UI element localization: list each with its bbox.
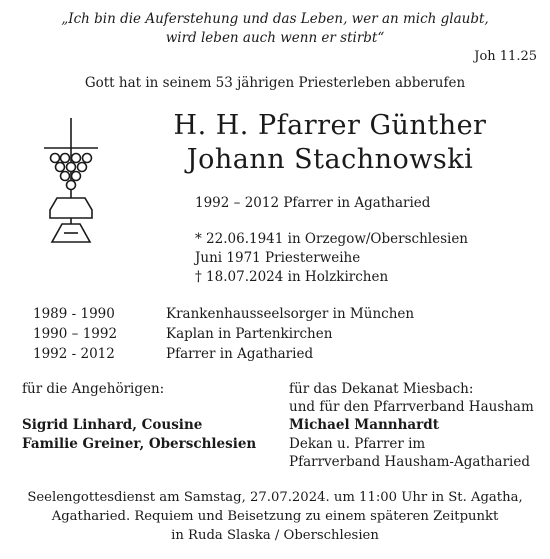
priest-cross-chalice-icon bbox=[40, 118, 102, 248]
service-line-1: Seelengottesdienst am Samstag, 27.07.2024. um 11:00 Uhr in St. Agatha, bbox=[27, 490, 523, 505]
career-years: 1990 – 1992 bbox=[33, 326, 118, 342]
career-years: 1992 - 2012 bbox=[33, 346, 115, 362]
quote-line-2: wird leben auch wenn er stirbt“ bbox=[165, 30, 385, 46]
family-heading: für die Angehörigen: bbox=[22, 381, 165, 397]
career-role: Kaplan in Partenkirchen bbox=[166, 326, 333, 342]
career-role: Pfarrer in Agatharied bbox=[166, 346, 314, 362]
family-name: Familie Greiner, Oberschlesien bbox=[22, 436, 257, 452]
deanery-line-2: und für den Pfarrverband Hausham bbox=[289, 399, 534, 415]
deanery-signer-name: Michael Mannhardt bbox=[289, 417, 439, 433]
death-text: † 18.07.2024 in Holzkirchen bbox=[195, 269, 389, 285]
quote-reference: Joh 11.25 bbox=[474, 49, 537, 64]
deanery-role-1: Dekan u. Pfarrer im bbox=[289, 436, 426, 452]
deceased-name-line-1: H. H. Pfarrer Günther bbox=[173, 110, 487, 141]
tenure-text: 1992 – 2012 Pfarrer in Agatharied bbox=[195, 195, 431, 211]
family-name: Sigrid Linhard, Cousine bbox=[22, 417, 203, 433]
career-role: Krankenhausseelsorger in München bbox=[166, 306, 415, 322]
ordination-text: Juni 1971 Priesterweihe bbox=[195, 250, 361, 266]
intro-text: Gott hat in seinem 53 jährigen Priesterleben abberufen bbox=[84, 75, 466, 91]
birth-text: * 22.06.1941 in Orzegow/Oberschlesien bbox=[195, 231, 468, 247]
career-years: 1989 - 1990 bbox=[33, 306, 115, 322]
service-line-3: in Ruda Slaska / Oberschlesien bbox=[171, 528, 379, 543]
service-line-2: Agatharied. Requiem und Beisetzung zu einem späteren Zeitpunkt bbox=[51, 509, 499, 524]
deceased-name-line-2: Johann Stachnowski bbox=[186, 144, 474, 175]
deanery-role-2: Pfarrverband Hausham-Agatharied bbox=[289, 454, 530, 470]
quote-line-1: „Ich bin die Auferstehung und das Leben, wer an mich glaubt, bbox=[61, 11, 489, 27]
deanery-line-1: für das Dekanat Miesbach: bbox=[289, 381, 474, 397]
